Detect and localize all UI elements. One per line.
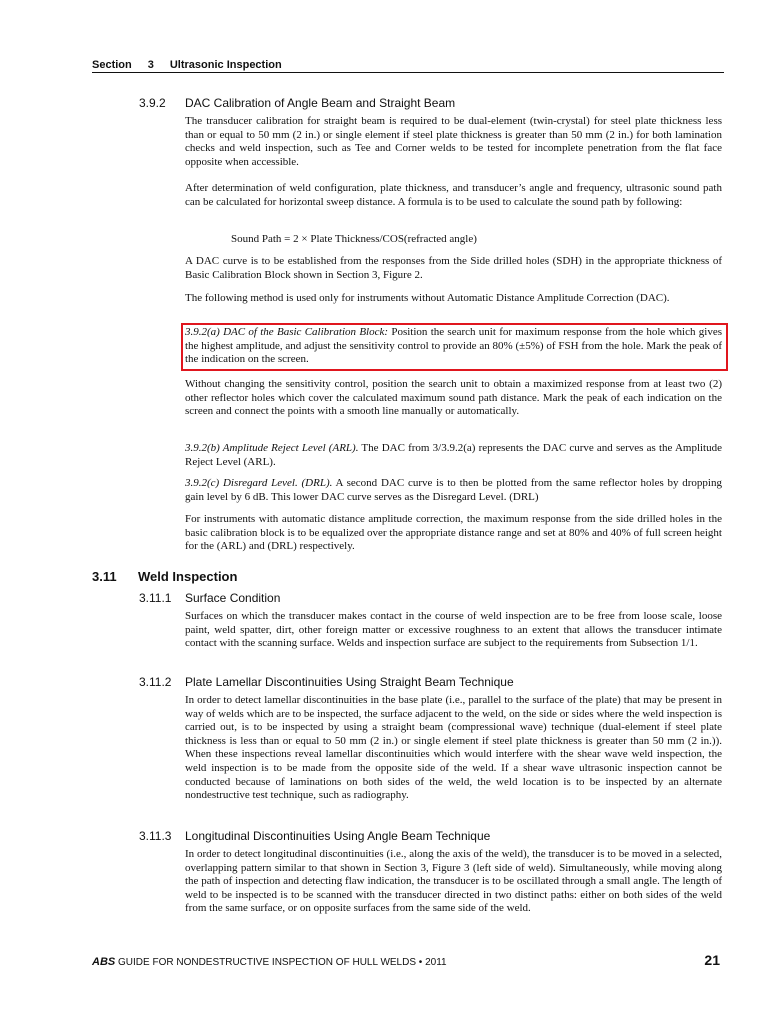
paragraph-dac-curve: A DAC curve is to be established from the responses from the Side drilled holes (SDH) in the appropriate thickness of Basic Calibration Block shown in Section 3, Figure 2. [185,255,722,281]
paragraph-sound-path: After determination of weld configuration, plate thickness, and transducer’s angle and frequency, ultrasonic sound path can be calculated for horizontal sweep distance. A formula is to be used to calculate the sound path by following: [185,182,722,208]
section-number: 3 [147,59,154,71]
abs-logo: ABS [92,956,116,968]
paragraph-method: The following method is used only for instruments without Automatic Distance Amplitude Correction (DAC). [185,292,670,304]
subsection-heading-3-11-1 [139,591,280,606]
paragraph-3-9-2-b [185,442,722,469]
clause-label-c: 3.9.2(c) Disregard Level. (DRL). [185,477,333,489]
section-heading-3-11 [92,569,237,585]
sound-path-formula: Sound Path = 2 × Plate Thickness/COS(refracted angle) [231,233,477,245]
guide-title: GUIDE FOR NONDESTRUCTIVE INSPECTION OF HULL WELDS [118,957,417,968]
subsection-number: 3.9.2 [139,96,166,110]
subsection-title: Longitudinal Discontinuities Using Angle Beam Technique [185,829,491,843]
subsection-heading-3-9-2 [139,96,455,111]
clause-label-a: 3.9.2(a) DAC of the Basic Calibration Block: [185,326,389,338]
section-heading-title: Weld Inspection [138,569,238,584]
page-number: 21 [704,952,720,968]
running-header [92,58,724,72]
clause-label-b: 3.9.2(b) Amplitude Reject Level (ARL). [185,442,359,454]
clause-text-c: A second DAC curve is to then be plotted from the same reflector holes by dropping gain level by 6 dB. This lower DAC curve serves as the Disregard Level. (DRL) [185,477,722,503]
clause-text-b: The DAC from 3/3.9.2(a) represents the DAC curve and serves as the Amplitude Reject Level (ARL). [185,442,723,468]
section-title: Ultrasonic Inspection [169,59,282,71]
paragraph-surface-condition: Surfaces on which the transducer makes contact in the course of weld inspection are to be free from loose scale, loose paint, weld spatter, dirt, other foreign matter or excessive roughness to an extent that allows the transducer intimate contact with the scanning surface. Welds and inspection surface are subject to the requirements from Subsection 1/1. [185,610,722,650]
paragraph-sensitivity-control: Without changing the sensitivity control, position the search unit to obtain a maximized response from at least two (2) other reflector holes which cover the calculated maximum sound path distance. Mark the peak of each indication on the screen and connect the points with a smooth line manually or automatically. [185,378,722,418]
paragraph-3-9-2-c [185,477,722,504]
paragraph-automatic-dac: For instruments with automatic distance amplitude correction, the maximum response from the side drilled holes in the basic calibration block is to be equalized over the appropriate distance range and set at 80% and 40% of full screen height for the (ARL) and (DRL) respectively. [185,513,722,553]
subsection-title: Plate Lamellar Discontinuities Using Straight Beam Technique [185,675,514,689]
page-footer [92,952,724,970]
paragraph-transducer-calibration: The transducer calibration for straight beam is required to be dual-element (twin-crystal) for steel plate thickness less than or equal to 50 mm (2 in.) or single element if steel plate thickness is greater than 50 mm (2 in.) for both lamination checks and weld inspection, such as Tee and Corner welds to be tested for incomplete penetration from the flat face opposite when accessible. [185,115,722,168]
subsection-title: DAC Calibration of Angle Beam and Straight Beam [185,96,456,110]
paragraph-longitudinal-discontinuities: In order to detect longitudinal discontinuities (i.e., along the axis of the weld), the transducer is to be moved in a selected, overlapping pattern similar to that shown in Section 3, Figure 3 (left side of weld). Simultaneously, while moving along the path of inspection and detecting flaw indication, the transducer is to be oscillated through a small angle. The length of weld to be inspected is to be scanned with the transducer directed in two distinct paths: either on both sides of the weld from the same surface, or on opposite surfaces from the same side of the weld. [185,848,722,915]
paragraph-lamellar-discontinuities: In order to detect lamellar discontinuities in the base plate (i.e., parallel to the surface of the plate) that may be present in way of welds which are to be inspected, the surface adjacent to the weld, on the side or sides where the weld inspection is carried out, is to be inspected by using a straight beam (compressional wave) technique (dual-element if steel plate thickness is less than or equal to 50 mm (2 in.) or single element if steel plate thickness is greater than 50 mm (2 in.)). When these inspections reveal lamellar discontinuities which would interfere with the shear wave weld inspection, the weld inspection is to be made from the opposite side of the weld. If a shear wave ultrasonic inspection cannot be conducted because of laminations on both sides of the weld, the weld location is to be inspected by an alternate nondestructive test technique, such as radiography. [185,694,722,802]
section-heading-number: 3.11 [92,569,117,584]
paragraph-3-9-2-a [185,326,722,367]
subsection-number: 3.11.3 [139,829,172,843]
subsection-number: 3.11.1 [139,591,172,605]
header-rule [92,72,724,73]
footer-separator: • [416,957,426,968]
section-label: Section [92,59,132,71]
subsection-heading-3-11-2 [139,675,514,690]
clause-text-a: Position the search unit for maximum response from the hole which gives the highest amplitude, and adjust the sensitivity control to provide an 80% (±5%) of FSH from the hole. Mark the peak of the indication on the screen. [185,326,722,366]
subsection-number: 3.11.2 [139,675,172,689]
subsection-title: Surface Condition [185,591,281,605]
publication-year: 2011 [425,957,447,968]
subsection-heading-3-11-3 [139,829,490,844]
